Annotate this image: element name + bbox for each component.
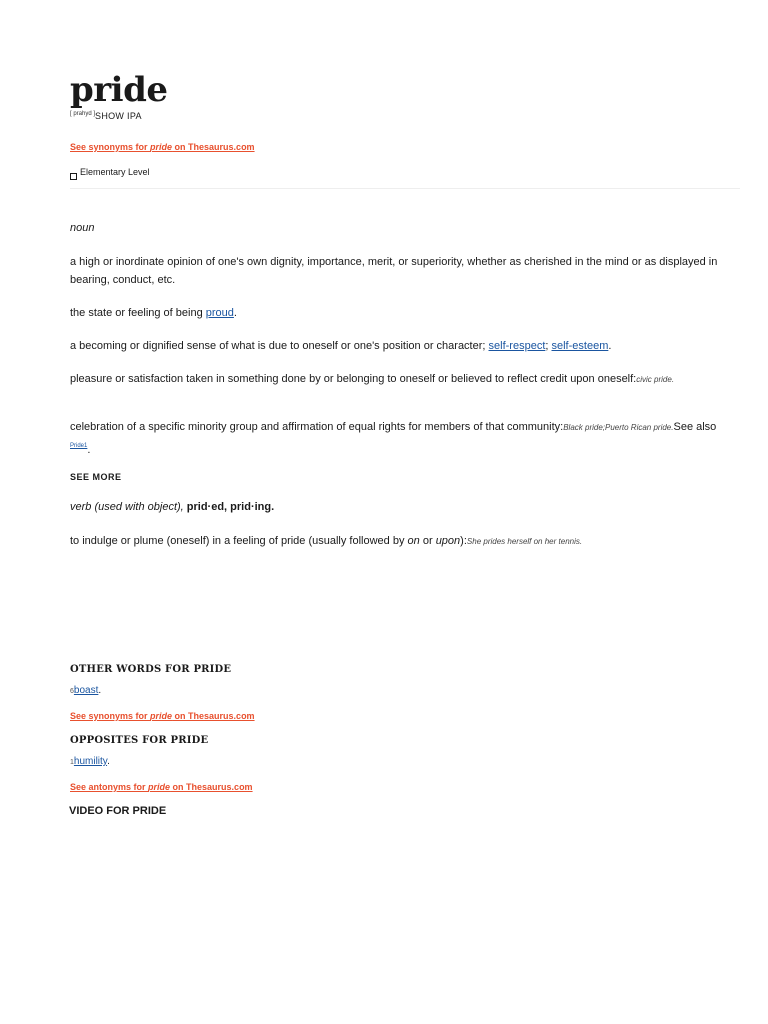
- thesaurus-antonyms-link[interactable]: See antonyms for pride on Thesaurus.com: [70, 782, 253, 792]
- see-more-button[interactable]: SEE MORE: [70, 472, 122, 482]
- part-of-speech-noun: noun: [70, 222, 95, 234]
- verb-definition: to indulge or plume (oneself) in a feeling of pride (usually followed by on or upon):She prides herself on her tennis.: [70, 535, 583, 547]
- link-proud[interactable]: proud: [205, 307, 234, 319]
- pronunciation-row: [70, 111, 142, 122]
- link-self-esteem[interactable]: self-esteem: [551, 340, 609, 352]
- link-self-respect[interactable]: self-respect: [488, 340, 546, 352]
- link-pride-1[interactable]: Pride1: [70, 443, 88, 449]
- headword: pride: [70, 70, 168, 110]
- definition-5: celebration of a specific minority group and affirmation of equal rights for members of that community:Black pride;Puerto Rican pride.See also $^{Pride1}$.: [70, 421, 717, 456]
- thesaurus-synonyms-link[interactable]: See synonyms for pride on Thesaurus.com: [70, 142, 255, 152]
- definition-1: a high or inordinate opinion of one's own dignity, importance, merit, or superiority, whether as cherished in the mind or as displayed in bearing, conduct, etc.: [70, 256, 718, 286]
- divider: [70, 188, 740, 189]
- link-humility[interactable]: humility: [73, 756, 108, 767]
- show-ipa-button[interactable]: SHOW IPA: [95, 111, 142, 121]
- definition-2: the state or feeling of being proud.: [70, 307, 237, 319]
- definition-4: pleasure or satisfaction taken in something done by or belonging to oneself or believed to reflect credit upon oneself:civic pride.: [70, 373, 675, 385]
- example-tennis: She prides herself on her tennis.: [466, 537, 583, 546]
- video-heading: VIDEO FOR PRIDE: [69, 805, 167, 817]
- link-boast[interactable]: boast: [73, 685, 99, 696]
- other-words-list: 6boast.: [70, 685, 102, 696]
- thesaurus-synonyms-link-2[interactable]: See synonyms for pride on Thesaurus.com: [70, 711, 255, 721]
- opposites-list: 1humility.: [70, 756, 110, 767]
- verb-header: verb (used with object), prid·ed, prid·ing.: [70, 501, 275, 513]
- level-label: Elementary Level: [80, 167, 150, 177]
- expand-icon: [70, 173, 77, 180]
- level-toggle[interactable]: [70, 167, 150, 180]
- definition-3: a becoming or dignified sense of what is due to oneself or one's position or character; self-respect; self-esteem.: [70, 340, 612, 352]
- opposites-heading: OPPOSITES FOR PRIDE: [70, 735, 209, 746]
- example-black-pride: Black pride;Puerto Rican pride.: [563, 423, 674, 432]
- example-civic-pride: civic pride.: [636, 375, 675, 384]
- other-words-heading: OTHER WORDS FOR PRIDE: [70, 664, 232, 675]
- ipa-pronunciation: [ prahyd ]: [70, 111, 96, 117]
